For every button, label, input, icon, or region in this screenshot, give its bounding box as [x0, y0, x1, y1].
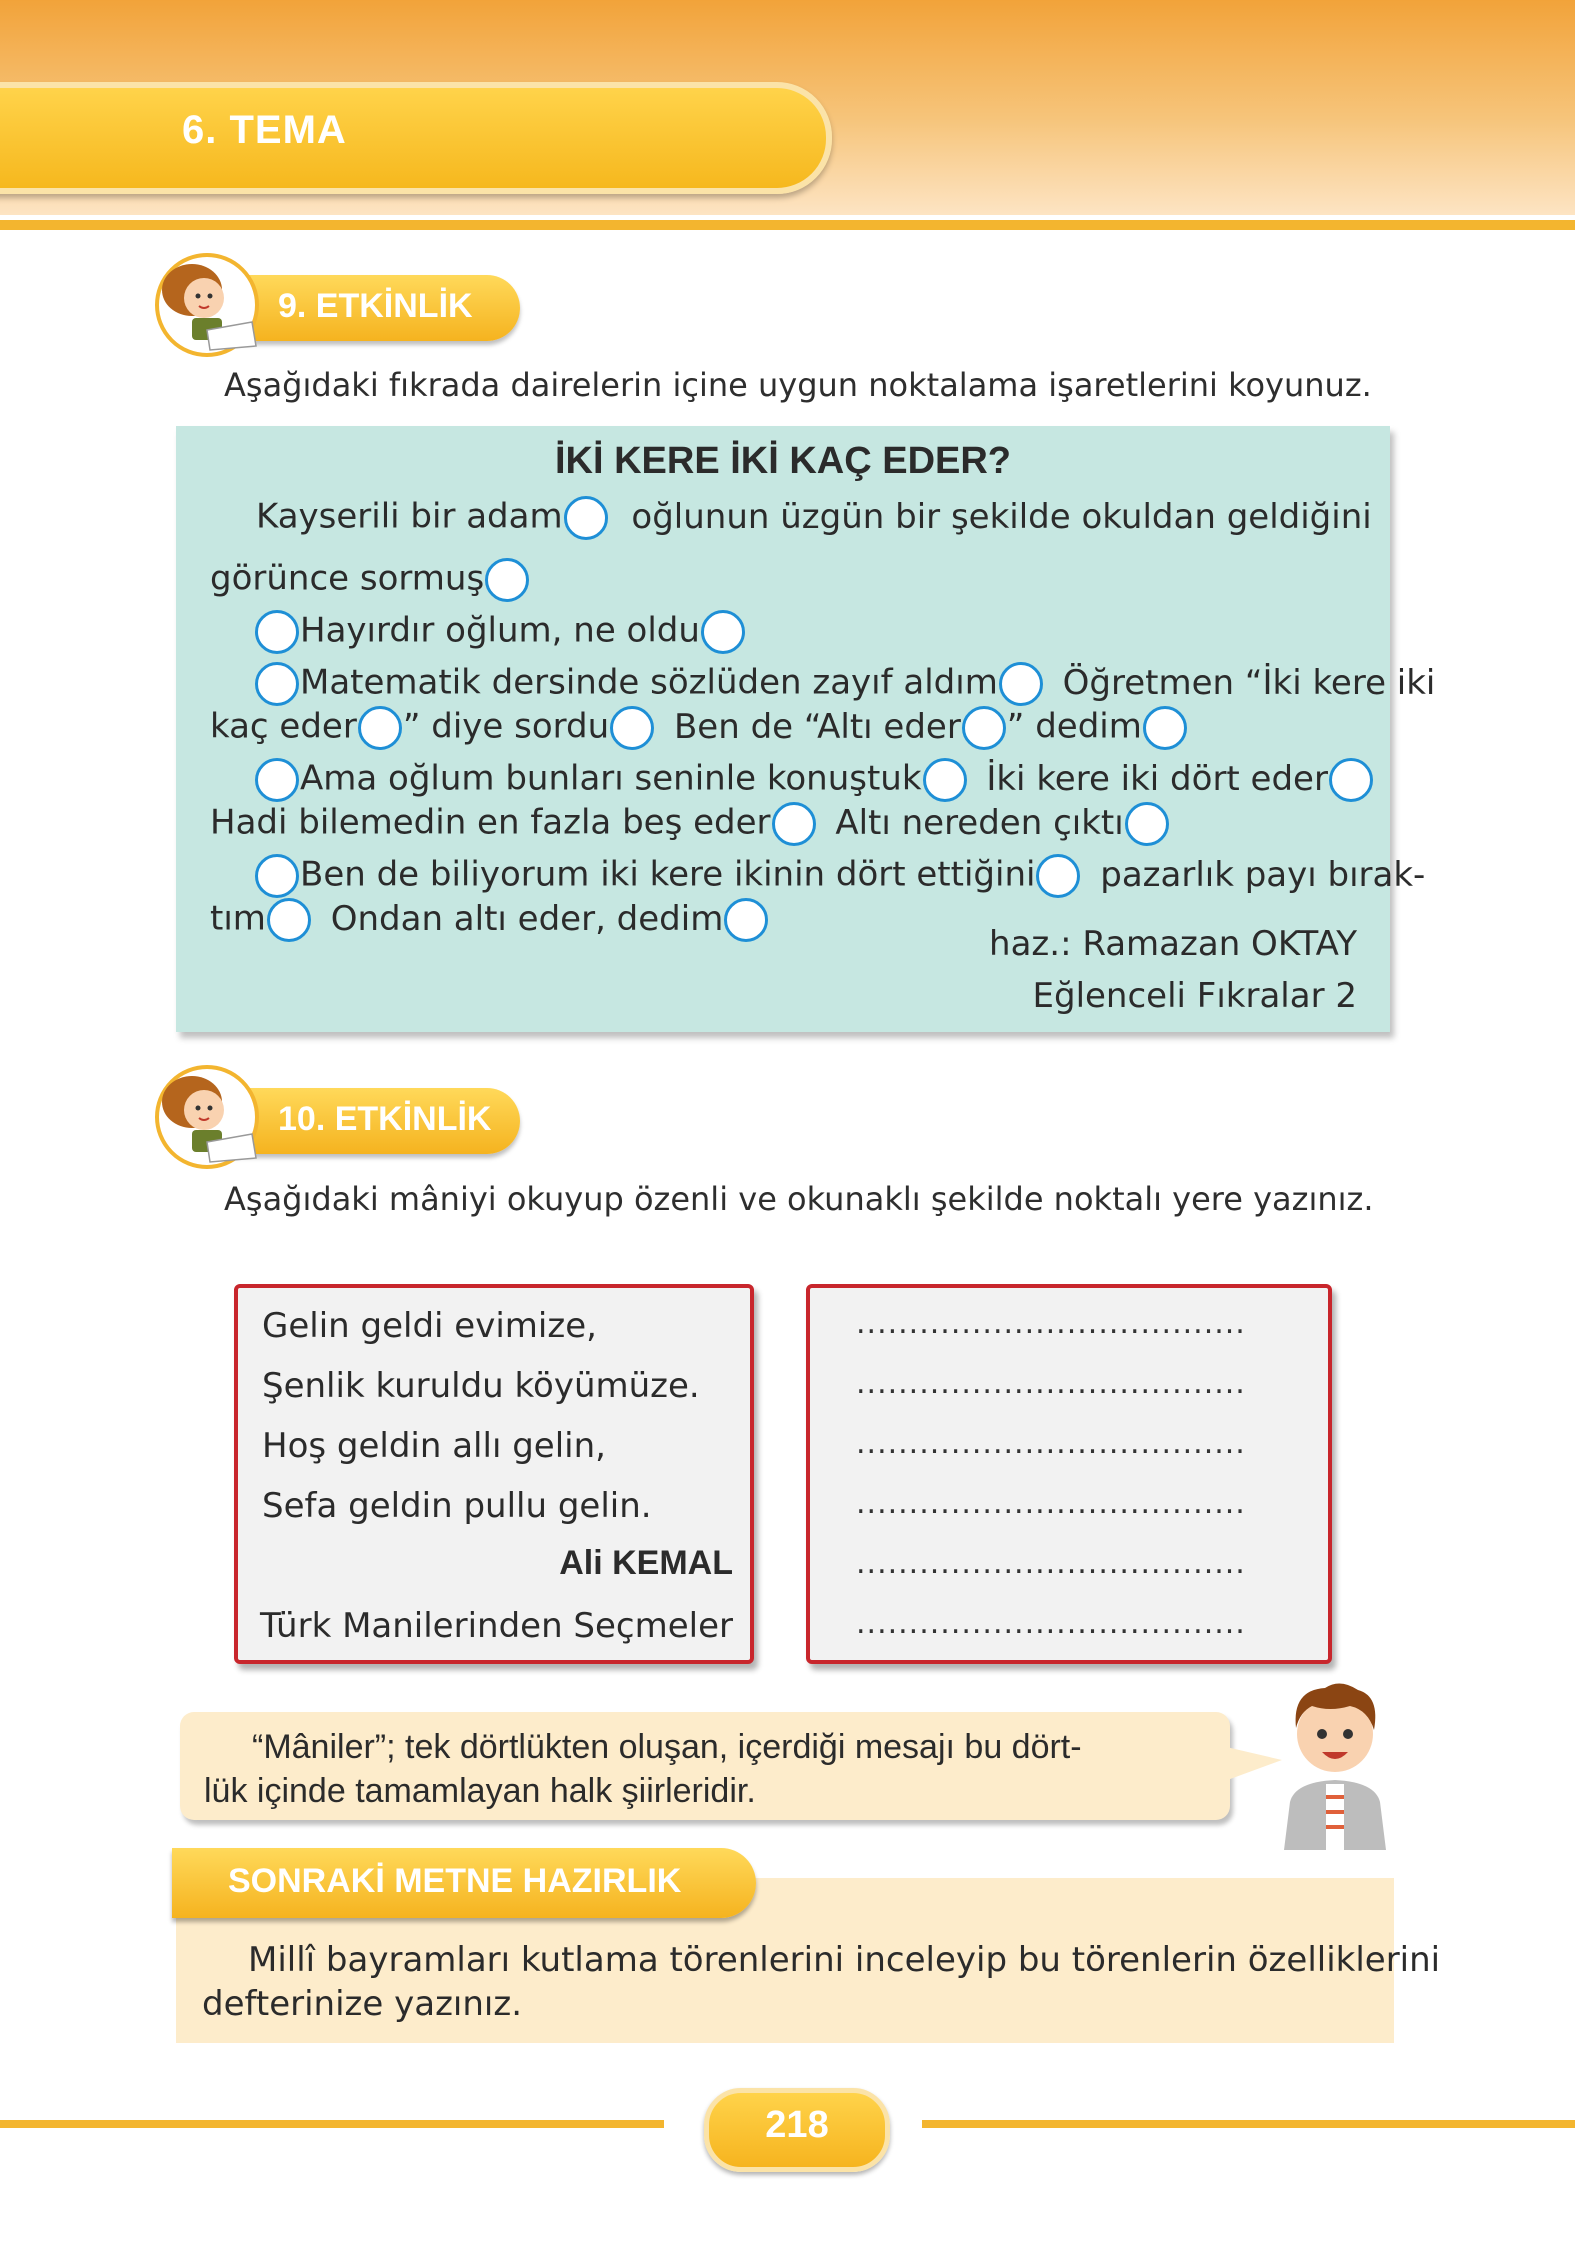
punctuation-circle[interactable] — [255, 758, 299, 802]
punctuation-circle[interactable] — [255, 662, 299, 706]
punctuation-circle[interactable] — [701, 610, 745, 654]
story-line-1 — [256, 496, 1372, 540]
story-line-8 — [254, 854, 1425, 898]
poem-author: Ali KEMAL — [559, 1544, 733, 1582]
punctuation-circle[interactable] — [255, 854, 299, 898]
preparation-title: SONRAKİ METNE HAZIRLIK — [228, 1862, 682, 1900]
story-text: Kayserili bir adam — [256, 496, 563, 537]
punctuation-circle[interactable] — [1125, 802, 1169, 846]
punctuation-circle[interactable] — [724, 898, 768, 942]
story-text: Hadi bilemedin en fazla beş eder — [210, 802, 771, 843]
poem-line: Şenlik kuruldu köyümüze. — [262, 1366, 700, 1406]
activity9-instruction: Aşağıdaki fıkrada dairelerin içine uygun noktalama işaretlerini koyunuz. — [224, 366, 1372, 404]
story-line-7 — [210, 802, 1170, 846]
punctuation-circle[interactable] — [564, 496, 608, 540]
story-line-5 — [210, 706, 1188, 750]
theme-title: 6. TEMA — [182, 108, 347, 152]
story-text: Ben de “Altı eder — [673, 706, 961, 747]
poem-source: Türk Manilerinden Seçmeler — [259, 1606, 733, 1646]
story-text: Ondan altı eder, dedim — [330, 898, 724, 939]
writing-line[interactable]: ..................................... — [856, 1366, 1246, 1401]
story-text: ” diye sordu — [402, 706, 610, 747]
writing-line[interactable]: ..................................... — [856, 1546, 1246, 1581]
story-credit-author: haz.: Ramazan OKTAY — [989, 924, 1357, 964]
punctuation-circle[interactable] — [772, 802, 816, 846]
punctuation-circle[interactable] — [923, 758, 967, 802]
punctuation-circle[interactable] — [962, 706, 1006, 750]
story-text: İki kere iki dört eder — [986, 758, 1328, 799]
writing-line[interactable]: ..................................... — [856, 1306, 1246, 1341]
punctuation-circle[interactable] — [255, 610, 299, 654]
activity10-title: 10. ETKİNLİK — [278, 1100, 492, 1138]
page-number: 218 — [765, 2104, 829, 2146]
story-text: oğlunun üzgün bir şekilde okuldan geldiğini — [631, 496, 1372, 537]
story-text: Ama oğlum bunları seninle konuştuk — [300, 758, 922, 799]
theme-banner — [0, 82, 832, 194]
story-text: Öğretmen “İki kere iki — [1062, 662, 1436, 703]
story-text: Ben de biliyorum iki kere ikinin dört ettiğini — [300, 854, 1036, 895]
info-line: lük içinde tamamlayan halk şiirleridir. — [204, 1772, 756, 1810]
story-title: İKİ KERE İKİ KAÇ EDER? — [554, 440, 1012, 482]
story-text: görünce sormuş — [210, 558, 485, 599]
info-line: “Mâniler”; tek dörtlükten oluşan, içerdiği mesajı bu dört- — [252, 1728, 1082, 1766]
story-credit-book: Eğlenceli Fıkralar 2 — [1032, 976, 1357, 1016]
story-text: ” dedim — [1006, 706, 1142, 747]
story-text: Hayırdır oğlum, ne oldu — [300, 610, 700, 651]
header-divider — [0, 220, 1575, 230]
preparation-line: defterinize yazınız. — [202, 1984, 523, 2024]
story-text: kaç eder — [210, 706, 357, 747]
punctuation-circle[interactable] — [610, 706, 654, 750]
poem-line: Sefa geldin pullu gelin. — [262, 1486, 652, 1526]
activity10-instruction: Aşağıdaki mâniyi okuyup özenli ve okunaklı şekilde noktalı yere yazınız. — [224, 1180, 1374, 1218]
story-line-4 — [254, 662, 1435, 706]
story-text: pazarlık payı bırak- — [1100, 854, 1426, 895]
footer-line-left — [0, 2120, 664, 2128]
punctuation-circle[interactable] — [999, 662, 1043, 706]
story-line-6 — [254, 758, 1374, 802]
activity9-title: 9. ETKİNLİK — [278, 287, 473, 325]
story-text: Altı nereden çıktı — [835, 802, 1124, 843]
preparation-line: Millî bayramları kutlama törenlerini inceleyip bu törenlerin özelliklerini — [248, 1940, 1441, 1980]
story-line-9 — [210, 898, 769, 942]
reading-girl-icon — [152, 250, 262, 360]
story-line-2 — [210, 558, 530, 602]
punctuation-circle[interactable] — [267, 898, 311, 942]
poem-line: Hoş geldin allı gelin, — [262, 1426, 606, 1466]
footer-line-right — [922, 2120, 1575, 2128]
poem-line: Gelin geldi evimize, — [262, 1306, 597, 1346]
punctuation-circle[interactable] — [1143, 706, 1187, 750]
writing-line[interactable]: ..................................... — [856, 1486, 1246, 1521]
reading-girl-icon — [152, 1062, 262, 1172]
story-text: Matematik dersinde sözlüden zayıf aldım — [300, 662, 998, 703]
story-text: tım — [210, 898, 266, 939]
punctuation-circle[interactable] — [485, 558, 529, 602]
punctuation-circle[interactable] — [1036, 854, 1080, 898]
story-line-3 — [254, 610, 746, 654]
writing-line[interactable]: ..................................... — [856, 1606, 1246, 1641]
punctuation-circle[interactable] — [1329, 758, 1373, 802]
boy-character-icon — [1270, 1672, 1400, 1852]
punctuation-circle[interactable] — [358, 706, 402, 750]
writing-line[interactable]: ..................................... — [856, 1426, 1246, 1461]
